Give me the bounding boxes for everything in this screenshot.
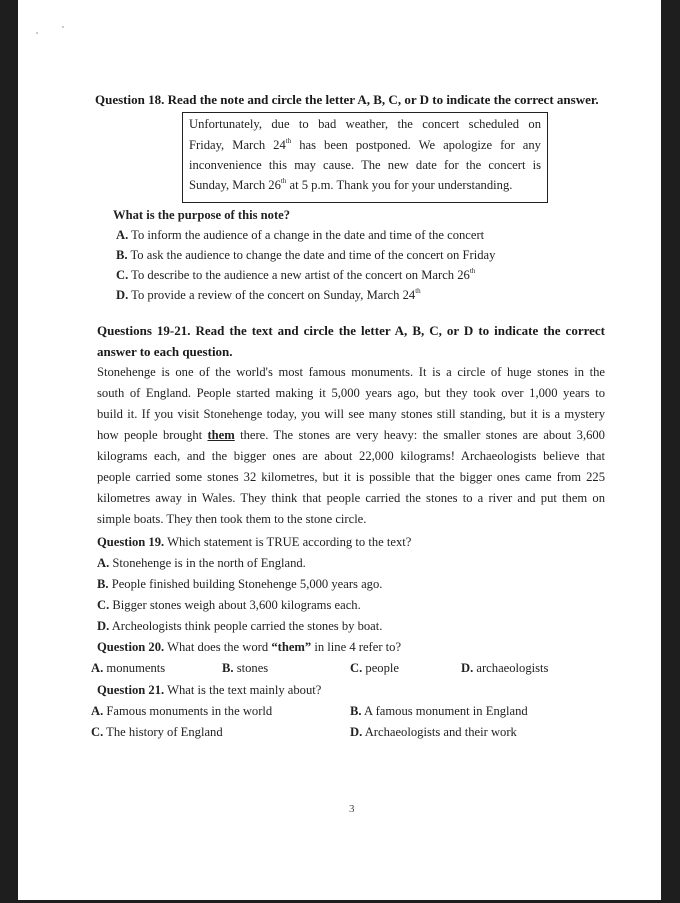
q19-21-heading-cont: answer to each question.	[97, 344, 233, 359]
q18-heading: Question 18. Read the note and circle the letter A, B, C, or D to indicate the correct answer.	[95, 92, 599, 107]
q21-question: Question 21. What is the text mainly about?	[97, 683, 322, 697]
scan-speck	[62, 26, 64, 28]
q19-option-a[interactable]: A. Stonehenge is in the north of England.	[97, 556, 306, 570]
q19-option-c[interactable]: C. Bigger stones weigh about 3,600 kilograms each.	[97, 598, 361, 612]
scan-speck	[36, 32, 38, 34]
passage-line: build it. If you visit Stonehenge today, you will see many stones still standing, but it is a mystery	[97, 407, 605, 421]
q18-option-c[interactable]: C. To describe to the audience a new artist of the concert on March 26th	[116, 267, 476, 282]
passage-line: how people brought them there. The stones are very heavy: the smaller stones are about 3,600	[97, 428, 605, 442]
q18-option-b[interactable]: B. To ask the audience to change the date and time of the concert on Friday	[116, 248, 496, 262]
q20-question: Question 20. What does the word “them” in line 4 refer to?	[97, 640, 402, 654]
q21-option-a[interactable]: A. Famous monuments in the world	[91, 704, 273, 718]
q19-question: Question 19. Which statement is TRUE according to the text?	[97, 535, 412, 549]
note-line: inconvenience this may cause. The new date for the concert is	[189, 158, 541, 172]
q19-option-b[interactable]: B. People finished building Stonehenge 5,000 years ago.	[97, 577, 383, 591]
underlined-word-them: them	[207, 428, 235, 442]
q20-option-c[interactable]: C. people	[350, 661, 399, 675]
note-line: Unfortunately, due to bad weather, the concert scheduled on	[189, 117, 541, 131]
note-line: Friday, March 24th has been postponed. We apologize for any	[189, 137, 541, 152]
q18-option-a[interactable]: A. To inform the audience of a change in the date and time of the concert	[116, 228, 485, 242]
q21-option-c[interactable]: C. The history of England	[91, 725, 223, 739]
passage-line: people carried some stones 32 kilometres, but it is possible that the bigger ones came from 225	[97, 470, 605, 484]
q19-option-d[interactable]: D. Archeologists think people carried the stones by boat.	[97, 619, 383, 633]
q18-question: What is the purpose of this note?	[113, 208, 291, 222]
q18-option-d[interactable]: D. To provide a review of the concert on Sunday, March 24th	[116, 287, 421, 302]
passage-line: simple boats. They then took them to the stone circle.	[97, 512, 367, 526]
note-line: Sunday, March 26th at 5 p.m. Thank you for your understanding.	[189, 177, 513, 192]
passage-line: Stonehenge is one of the world's most famous monuments. It is a circle of huge stones in the	[97, 365, 605, 379]
passage-line: kilograms each, and the bigger ones are about 22,000 kilograms! Archaeologists believe that	[97, 449, 605, 463]
q19-21-heading: Questions 19-21. Read the text and circle the letter A, B, C, or D to indicate the correct	[97, 323, 605, 338]
passage-line: south of England. People started making it 5,000 years ago, but they took over 1,000 years to	[97, 386, 605, 400]
q21-option-d[interactable]: D. Archaeologists and their work	[350, 725, 517, 739]
q20-option-b[interactable]: B. stones	[222, 661, 269, 675]
q20-option-a[interactable]: A. monuments	[91, 661, 166, 675]
document-page	[18, 0, 661, 900]
passage-line: kilometres away in Wales. They think that people carried the stones to a river and put them on	[97, 491, 605, 505]
page-number: 3	[349, 803, 355, 815]
q20-option-d[interactable]: D. archaeologists	[461, 661, 549, 675]
note-box	[182, 112, 548, 203]
q21-option-b[interactable]: B. A famous monument in England	[350, 704, 528, 718]
